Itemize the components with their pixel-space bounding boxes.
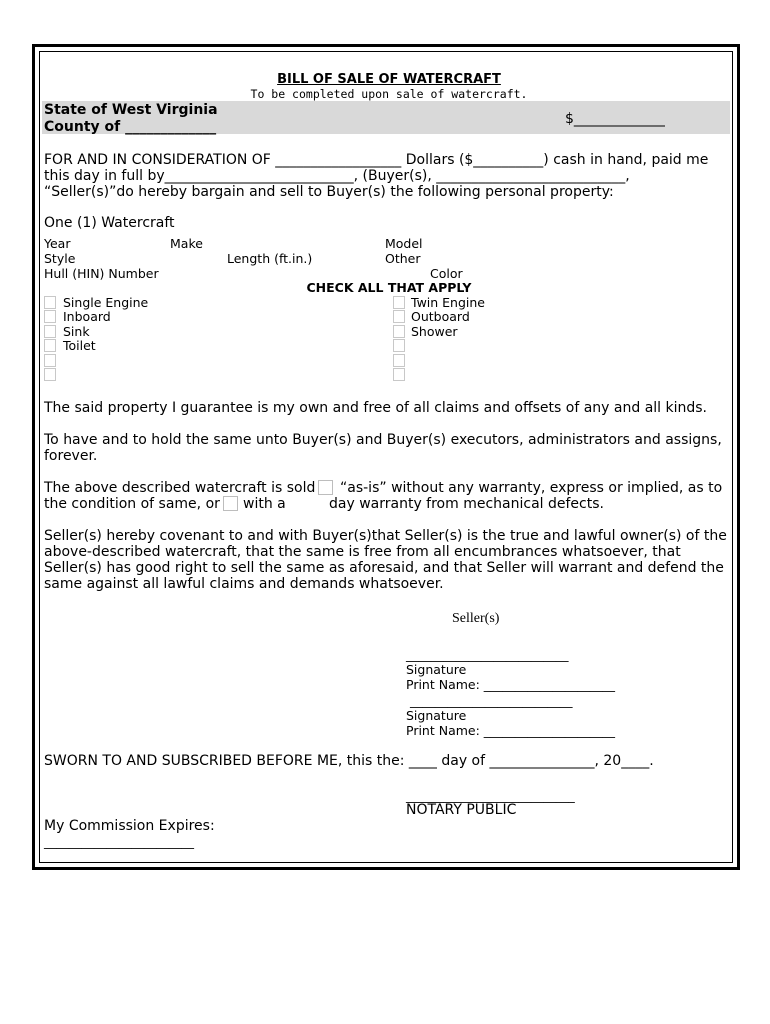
as-is-checkbox[interactable] (318, 480, 333, 495)
shower-checkbox[interactable] (393, 325, 405, 338)
outboard-checkbox[interactable] (393, 310, 405, 323)
consideration-line-3: “Seller(s)”do hereby bargain and sell to Buyer(s) the following personal property: (44, 184, 614, 200)
other-label: Other (385, 251, 421, 266)
covenant-line-4: same against all lawful claims and demands whatsoever. (44, 576, 444, 592)
sold-text-part-1: The above described watercraft is sold (44, 480, 316, 496)
commission-label: My Commission Expires: (44, 818, 215, 834)
checklist-heading: CHECK ALL THAT APPLY (306, 280, 472, 295)
blank-checkbox-left-1[interactable] (44, 354, 56, 367)
blank-checkbox-right-3[interactable] (393, 368, 405, 381)
state-label: State of West Virginia (44, 102, 218, 118)
blank-checkbox-right-2[interactable] (393, 354, 405, 367)
sink-checkbox[interactable] (44, 325, 56, 338)
blank-checkbox-right-1[interactable] (393, 339, 405, 352)
document-frame (32, 44, 740, 870)
sworn-text: SWORN TO AND SUBSCRIBED BEFORE ME, this the: ____ day of _______________, 20____. (44, 753, 654, 769)
twin-engine-label: Twin Engine (411, 295, 485, 310)
make-label: Make (170, 236, 203, 251)
twin-engine-checkbox[interactable] (393, 296, 405, 309)
single-engine-label: Single Engine (63, 295, 149, 310)
guarantee-text: The said property I guarantee is my own and free of all claims and offsets of any and all kinds. (44, 400, 708, 416)
document-title: BILL OF SALE OF WATERCRAFT (277, 72, 501, 87)
sold-text-part-4: with a (243, 496, 286, 512)
covenant-line-3: Seller(s) has good right to sell the same as aforesaid, and that Seller will warrant and defend the (44, 560, 724, 576)
sold-text-part-3: the condition of same, or (44, 496, 220, 512)
sellers-heading: Seller(s) (452, 611, 500, 626)
amount-field[interactable]: $_____________ (565, 111, 665, 127)
consideration-line-1: FOR AND IN CONSIDERATION OF __________________ Dollars ($__________) cash in hand, paid me (44, 152, 709, 168)
single-engine-checkbox[interactable] (44, 296, 56, 309)
watercraft-heading: One (1) Watercraft (44, 215, 175, 231)
sold-text-part-2: “as-is” without any warranty, express or implied, as to (340, 480, 723, 496)
inboard-label: Inboard (63, 309, 111, 324)
notary-signature-line[interactable]: ___________________________ (406, 788, 575, 803)
signature-label-2: Signature (406, 708, 467, 723)
covenant-line-2: above-described watercraft, that the same is free from all encumbrances whatsoever, that (44, 544, 681, 560)
print-name-2[interactable]: Print Name: _____________________ (406, 723, 616, 738)
warranty-checkbox[interactable] (223, 496, 238, 511)
consideration-line-2: this day in full by___________________________, (Buyer(s), ___________________________, (44, 168, 630, 184)
hull-label: Hull (HIN) Number (44, 266, 159, 281)
year-label: Year (44, 236, 71, 251)
model-label: Model (385, 236, 423, 251)
hold-text-line-1: To have and to hold the same unto Buyer(s) and Buyer(s) executors, administrators and assigns, (44, 432, 722, 448)
blank-checkbox-left-2[interactable] (44, 368, 56, 381)
toilet-label: Toilet (63, 338, 96, 353)
covenant-line-1: Seller(s) hereby covenant to and with Buyer(s)that Seller(s) is the true and lawful owner(s) of the (44, 528, 727, 544)
print-name-1[interactable]: Print Name: _____________________ (406, 677, 616, 692)
document-subtitle: To be completed upon sale of watercraft. (250, 87, 528, 101)
length-label: Length (ft.in.) (227, 251, 313, 266)
sink-label: Sink (63, 324, 90, 339)
shower-label: Shower (411, 324, 458, 339)
toilet-checkbox[interactable] (44, 339, 56, 352)
outboard-label: Outboard (411, 309, 470, 324)
signature-line-2[interactable]: __________________________ (410, 693, 573, 708)
hold-text-line-2: forever. (44, 448, 98, 464)
county-label: County of _____________ (44, 119, 217, 135)
commission-line[interactable]: ________________________ (44, 834, 194, 849)
color-label: Color (430, 266, 463, 281)
notary-public-label: NOTARY PUBLIC (406, 802, 517, 818)
sold-text-part-5: day warranty from mechanical defects. (329, 496, 604, 512)
inboard-checkbox[interactable] (44, 310, 56, 323)
style-label: Style (44, 251, 76, 266)
signature-label-1: Signature (406, 662, 467, 677)
signature-line-1[interactable]: __________________________ (406, 647, 569, 662)
